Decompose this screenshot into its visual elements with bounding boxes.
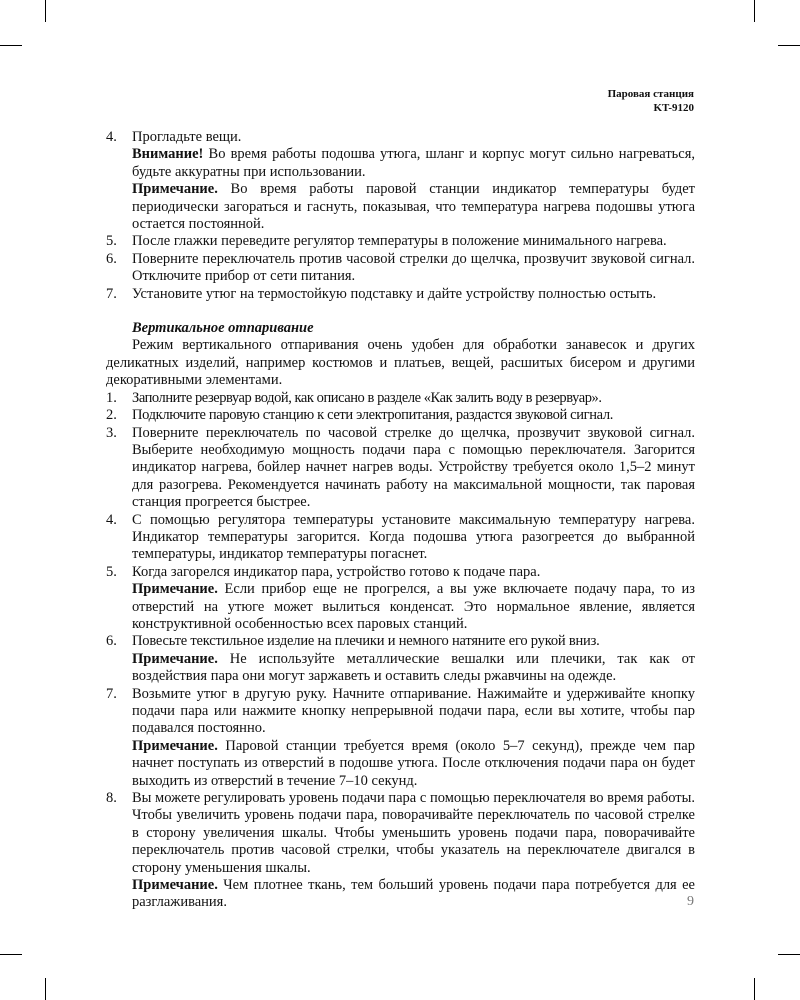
- note-label: Примечание.: [132, 181, 218, 198]
- item-number: 5.: [106, 233, 117, 250]
- note-text: Во время работы паровой станции индикатор температуры будет периодически загораться и гаснуть, показывая, что температура нагрева подошвы утюга остается постоянной.: [132, 181, 695, 233]
- note-text: Паровой станции требуется время (около 5–7 секунд), прежде чем пар начнет поступать из отверстий в подошве утюга. После отключения подачи пара он будет выходить из отверстий в течение 7–10 секунд.: [132, 737, 695, 789]
- item-number: 7.: [106, 285, 117, 302]
- page-number: 9: [687, 894, 694, 909]
- item-text: Поверните переключатель по часовой стрелке до щелчка, прозвучит звуковой сигнал. Выберите необходимую мощность подачи пара с помощью переключателя. Загорится индикатор нагрева, бойлер начнет нагрев воды. Устройству требуется около 1,5–2 минут для разогрева. Рекомендуется начинать работу на максимальной мощности, так паровая станция прогреется быстрее.: [132, 424, 695, 511]
- item-number: 1.: [106, 389, 117, 406]
- note-text: Чем плотнее ткань, тем больший уровень подачи пара потребуется для ее разглаживания.: [132, 877, 695, 911]
- crop-mark: [754, 0, 755, 22]
- item-text: После глажки переведите регулятор температуры в положение минимального нагрева.: [132, 233, 667, 250]
- running-header: [608, 87, 694, 115]
- note-label: Примечание.: [132, 877, 218, 894]
- item-text: Возьмите утюг в другую руку. Начните отпаривание. Нажимайте и удерживайте кнопку подачи пара или нажмите кнопку непрерывной подачи пара, если вы хотите, чтобы пар подавался постоянно.: [132, 685, 695, 737]
- note: [132, 877, 695, 912]
- note-label: Примечание.: [132, 581, 218, 598]
- item-text: Когда загорелся индикатор пара, устройство готово к подаче пара.: [132, 563, 541, 580]
- item-number: 8.: [106, 790, 117, 807]
- section-heading: Вертикальное отпаривание: [132, 320, 314, 337]
- list-item: [106, 129, 695, 233]
- list-item: [106, 390, 695, 407]
- crop-mark: [754, 978, 755, 1000]
- section-intro: Режим вертикального отпаривания очень удобен для обработки занавесок и других деликатных изделий, например костюмов и платьев, вещей, расшитых бисером и другими декоративными элементами.: [106, 337, 695, 389]
- list-item: [106, 425, 695, 512]
- list-item: [106, 251, 695, 286]
- item-number: 4.: [106, 511, 117, 528]
- item-text: Повесьте текстильное изделие на плечики и немного натяните его рукой вниз.: [132, 633, 600, 650]
- item-number: 5.: [106, 563, 117, 580]
- list-item: [106, 407, 695, 424]
- warning: [132, 146, 695, 181]
- crop-mark: [45, 0, 46, 22]
- warning-text: Во время работы подошва утюга, шланг и корпус могут сильно нагреваться, будьте аккуратны при использовании.: [132, 146, 695, 180]
- list-item: [106, 790, 695, 912]
- item-number: 6.: [106, 633, 117, 650]
- crop-mark: [45, 978, 46, 1000]
- item-text: Поверните переключатель против часовой стрелки до щелчка, прозвучит звуковой сигнал. Отключите прибор от сети питания.: [132, 250, 695, 285]
- item-number: 4.: [106, 129, 117, 145]
- crop-mark: [778, 954, 800, 955]
- note-text: Если прибор еще не прогрелся, а вы уже включаете подачу пара, то из отверстий на утюге может вылиться конденсат. Это нормальное явление, является конструктивной особенностью всех паровых станций.: [132, 581, 695, 632]
- note: [132, 738, 695, 790]
- item-text: Подключите паровую станцию к сети электропитания, раздастся звуковой сигнал.: [132, 407, 614, 424]
- item-text: Установите утюг на термостойкую подставку и дайте устройству полностью остыть.: [132, 285, 657, 302]
- crop-mark: [778, 45, 800, 46]
- list-item: [106, 512, 695, 564]
- header-model: KT-9120: [653, 102, 694, 114]
- note-label: Примечание.: [132, 737, 218, 754]
- item-text: Прогладьте вещи.: [132, 129, 242, 145]
- list-item: [106, 564, 695, 634]
- item-number: 7.: [106, 685, 117, 702]
- item-number: 2.: [106, 407, 117, 424]
- item-text: С помощью регулятора температуры установите максимальную температуру нагрева. Индикатор температуры загорится. Когда подошва утюга разогреется до выбранной температуры, индикатор температуры погаснет.: [132, 511, 695, 563]
- note: [132, 651, 695, 686]
- list-item: [106, 233, 695, 250]
- warning-label: Внимание!: [132, 146, 204, 163]
- list-item: [106, 686, 695, 790]
- list-item: [106, 286, 695, 303]
- note: [132, 181, 695, 233]
- note-label: Примечание.: [132, 650, 218, 667]
- crop-mark: [0, 954, 22, 955]
- header-product-type: Паровая станция: [607, 88, 694, 100]
- item-number: 6.: [106, 250, 117, 267]
- crop-mark: [0, 45, 22, 46]
- item-text: Вы можете регулировать уровень подачи пара с помощью переключателя во время работы. Чтобы увеличить уровень подачи пара, поворачивайте переключатель по часовой стрелке в сторону увеличения шкалы. Чтобы уменьшить уровень подачи пара, поворачивайте переключатель против часовой стрелки, чтобы указатель на переключателе двигался в сторону уменьшения шкалы.: [132, 790, 695, 876]
- list-item: [106, 633, 695, 685]
- note-text: Не используйте металлические вешалки или плечики, так как от воздействия пара они могут заржаветь и оставить следы ржавчины на одежде.: [132, 650, 695, 685]
- item-number: 3.: [106, 424, 117, 441]
- item-text: Заполните резервуар водой, как описано в разделе «Как залить воду в резервуар».: [132, 389, 602, 406]
- page-content: [106, 129, 695, 912]
- note: [132, 581, 695, 633]
